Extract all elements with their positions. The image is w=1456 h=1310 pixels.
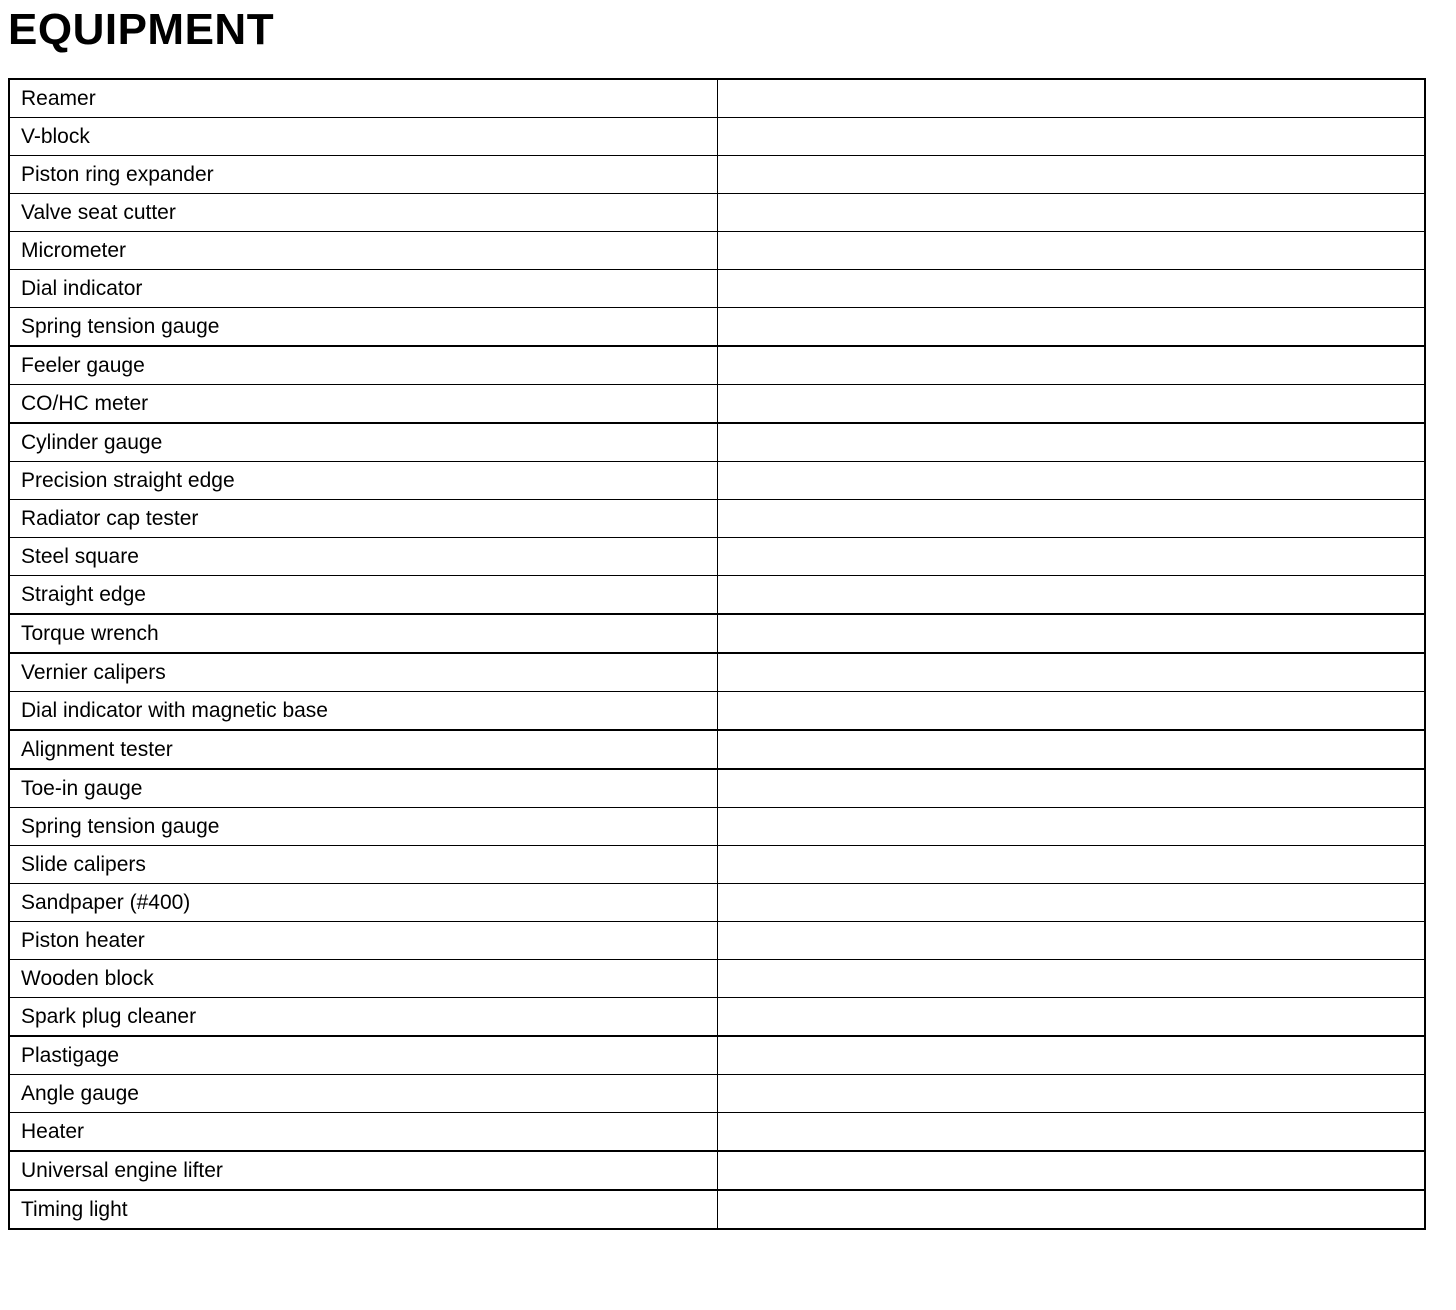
equipment-name-cell: Piston ring expander bbox=[9, 156, 718, 194]
equipment-name-cell: Spark plug cleaner bbox=[9, 998, 718, 1037]
equipment-entry-cell bbox=[718, 346, 1426, 385]
equipment-name-cell: Radiator cap tester bbox=[9, 500, 718, 538]
equipment-name-cell: Valve seat cutter bbox=[9, 194, 718, 232]
equipment-name-cell: Plastigage bbox=[9, 1036, 718, 1075]
equipment-entry-cell bbox=[718, 156, 1426, 194]
equipment-table bbox=[8, 78, 1426, 1230]
equipment-entry-cell bbox=[718, 653, 1426, 692]
table-row bbox=[9, 769, 1425, 808]
table-row bbox=[9, 308, 1425, 347]
table-row bbox=[9, 232, 1425, 270]
table-row bbox=[9, 270, 1425, 308]
table-row bbox=[9, 385, 1425, 424]
table-row bbox=[9, 1075, 1425, 1113]
equipment-entry-cell bbox=[718, 614, 1426, 653]
equipment-name-cell: Feeler gauge bbox=[9, 346, 718, 385]
equipment-entry-cell bbox=[718, 922, 1426, 960]
page-title: EQUIPMENT bbox=[8, 5, 275, 54]
equipment-entry-cell bbox=[718, 79, 1426, 118]
equipment-entry-cell bbox=[718, 730, 1426, 769]
equipment-entry-cell bbox=[718, 270, 1426, 308]
equipment-entry-cell bbox=[718, 538, 1426, 576]
equipment-entry-cell bbox=[718, 1113, 1426, 1152]
equipment-entry-cell bbox=[718, 1190, 1426, 1229]
table-row bbox=[9, 538, 1425, 576]
table-row bbox=[9, 1190, 1425, 1229]
equipment-entry-cell bbox=[718, 1075, 1426, 1113]
table-row bbox=[9, 922, 1425, 960]
equipment-name-cell: CO/HC meter bbox=[9, 385, 718, 424]
equipment-entry-cell bbox=[718, 1036, 1426, 1075]
equipment-entry-cell bbox=[718, 232, 1426, 270]
equipment-name-cell: Universal engine lifter bbox=[9, 1151, 718, 1190]
equipment-entry-cell bbox=[718, 500, 1426, 538]
equipment-name-cell: Reamer bbox=[9, 79, 718, 118]
equipment-name-cell: Micrometer bbox=[9, 232, 718, 270]
table-row bbox=[9, 846, 1425, 884]
equipment-entry-cell bbox=[718, 808, 1426, 846]
equipment-entry-cell bbox=[718, 846, 1426, 884]
table-row bbox=[9, 576, 1425, 615]
table-row bbox=[9, 423, 1425, 462]
equipment-name-cell: Dial indicator with magnetic base bbox=[9, 692, 718, 731]
equipment-table-body bbox=[9, 79, 1425, 1229]
table-row bbox=[9, 730, 1425, 769]
equipment-entry-cell bbox=[718, 998, 1426, 1037]
equipment-name-cell: Torque wrench bbox=[9, 614, 718, 653]
equipment-entry-cell bbox=[718, 118, 1426, 156]
table-row bbox=[9, 462, 1425, 500]
equipment-name-cell: Vernier calipers bbox=[9, 653, 718, 692]
equipment-name-cell: Cylinder gauge bbox=[9, 423, 718, 462]
equipment-name-cell: Spring tension gauge bbox=[9, 308, 718, 347]
equipment-name-cell: Slide calipers bbox=[9, 846, 718, 884]
table-row bbox=[9, 1036, 1425, 1075]
equipment-entry-cell bbox=[718, 308, 1426, 347]
equipment-name-cell: Timing light bbox=[9, 1190, 718, 1229]
equipment-entry-cell bbox=[718, 385, 1426, 424]
table-row bbox=[9, 960, 1425, 998]
equipment-name-cell: Dial indicator bbox=[9, 270, 718, 308]
equipment-name-cell: Piston heater bbox=[9, 922, 718, 960]
equipment-entry-cell bbox=[718, 462, 1426, 500]
equipment-entry-cell bbox=[718, 194, 1426, 232]
equipment-name-cell: Straight edge bbox=[9, 576, 718, 615]
equipment-name-cell: Heater bbox=[9, 1113, 718, 1152]
table-row bbox=[9, 118, 1425, 156]
table-row bbox=[9, 156, 1425, 194]
equipment-name-cell: Precision straight edge bbox=[9, 462, 718, 500]
table-row bbox=[9, 500, 1425, 538]
equipment-entry-cell bbox=[718, 1151, 1426, 1190]
equipment-entry-cell bbox=[718, 576, 1426, 615]
equipment-entry-cell bbox=[718, 692, 1426, 731]
equipment-name-cell: Steel square bbox=[9, 538, 718, 576]
equipment-entry-cell bbox=[718, 769, 1426, 808]
table-row bbox=[9, 808, 1425, 846]
table-row bbox=[9, 1151, 1425, 1190]
equipment-name-cell: Sandpaper (#400) bbox=[9, 884, 718, 922]
table-row bbox=[9, 692, 1425, 731]
equipment-entry-cell bbox=[718, 884, 1426, 922]
equipment-name-cell: V-block bbox=[9, 118, 718, 156]
equipment-entry-cell bbox=[718, 960, 1426, 998]
table-row bbox=[9, 79, 1425, 118]
table-row bbox=[9, 998, 1425, 1037]
table-row bbox=[9, 346, 1425, 385]
equipment-name-cell: Spring tension gauge bbox=[9, 808, 718, 846]
equipment-name-cell: Alignment tester bbox=[9, 730, 718, 769]
equipment-name-cell: Angle gauge bbox=[9, 1075, 718, 1113]
table-row bbox=[9, 1113, 1425, 1152]
table-row bbox=[9, 884, 1425, 922]
table-row bbox=[9, 614, 1425, 653]
equipment-entry-cell bbox=[718, 423, 1426, 462]
table-row bbox=[9, 653, 1425, 692]
equipment-name-cell: Wooden block bbox=[9, 960, 718, 998]
equipment-name-cell: Toe-in gauge bbox=[9, 769, 718, 808]
table-row bbox=[9, 194, 1425, 232]
